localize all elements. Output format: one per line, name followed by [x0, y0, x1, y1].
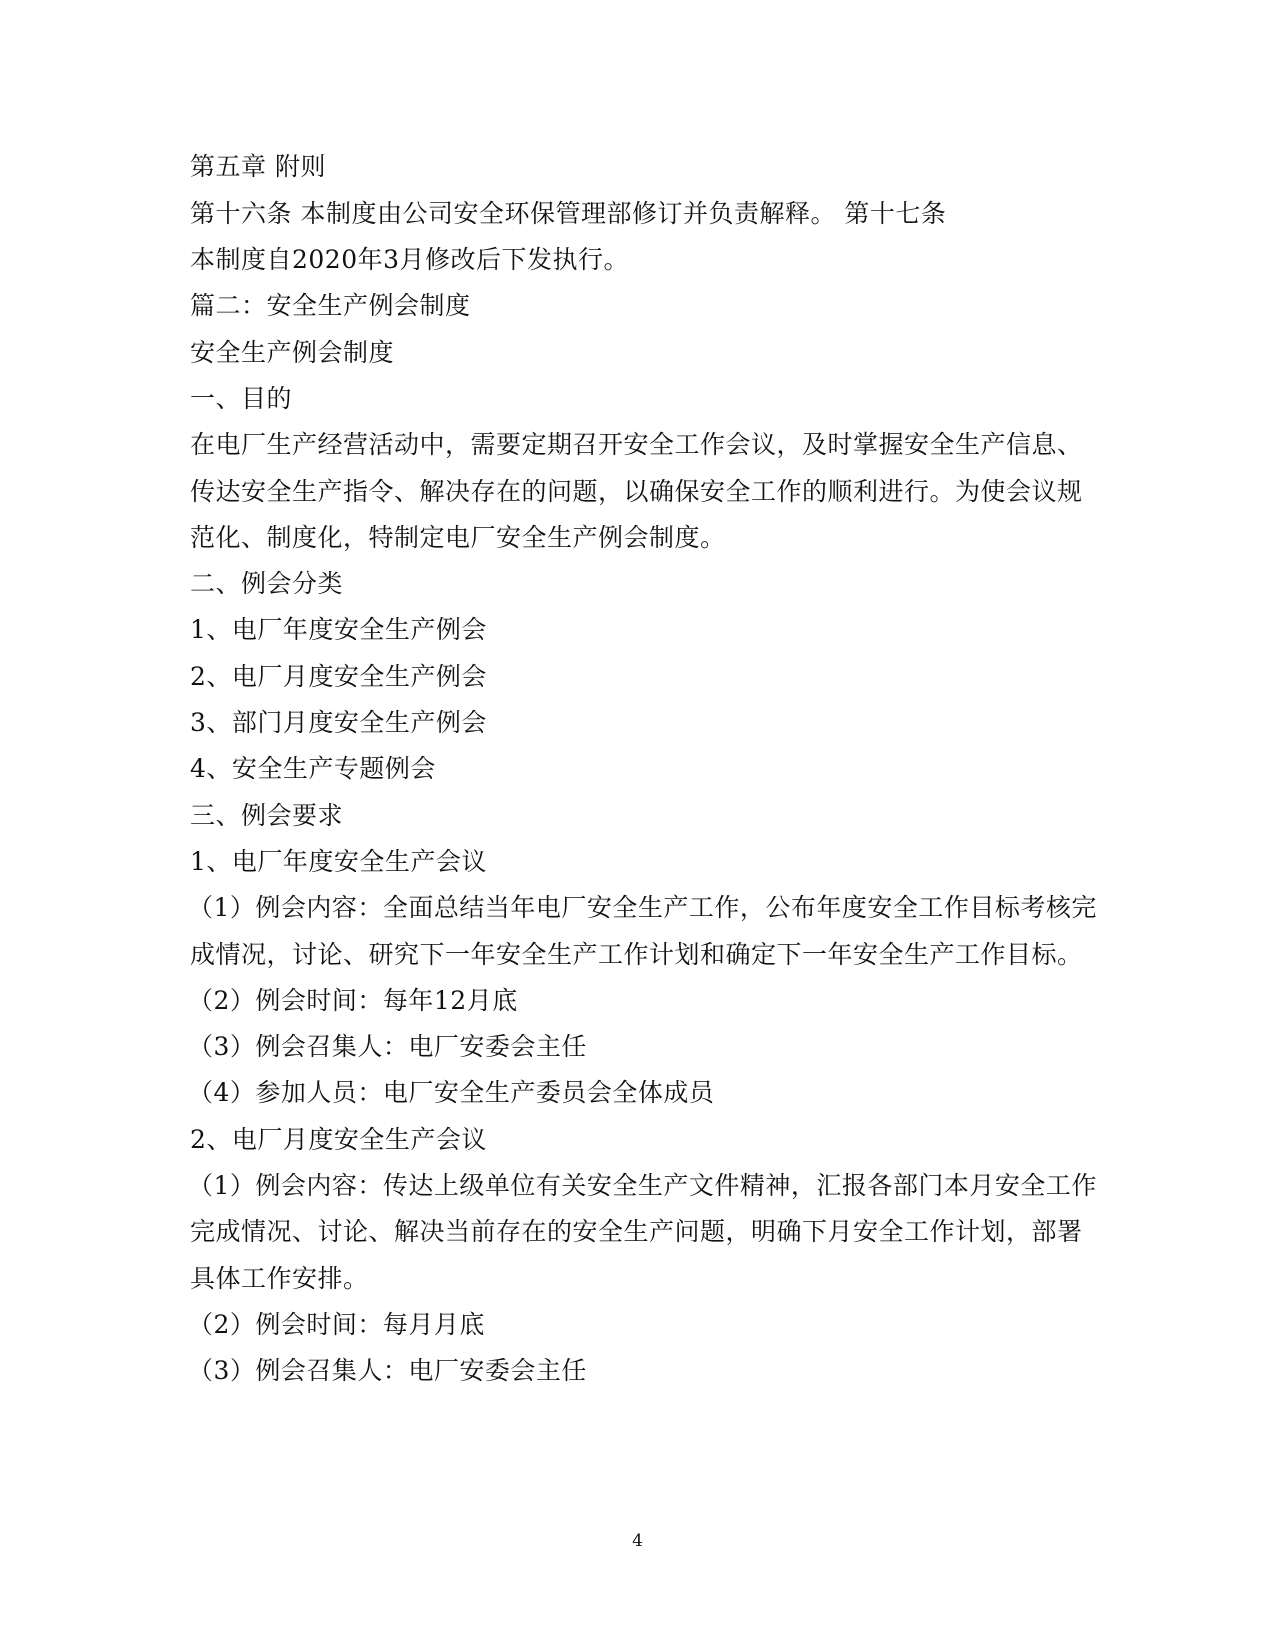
chapter-heading: 第五章 附则: [190, 152, 326, 181]
regulation-title: 安全生产例会制度: [190, 338, 395, 367]
classification-item: 3、部门月度安全生产例会: [190, 708, 487, 737]
classification-item: 2、电厂月度安全生产例会: [190, 662, 487, 691]
section-purpose-heading: 一、目的: [190, 384, 293, 413]
requirement-detail: （1）例会内容：全面总结当年电厂安全生产工作，公布年度安全工作目标考核完: [188, 893, 1097, 922]
article-16-text: 第十六条 本制度由公司安全环保管理部修订并负责解释。 第十七条: [190, 199, 947, 228]
requirement-detail: 具体工作安排。: [190, 1264, 369, 1293]
requirement-subheading: 1、电厂年度安全生产会议: [190, 847, 487, 876]
purpose-paragraph-line: 传达安全生产指令、解决存在的问题，以确保安全工作的顺利进行。为使会议规: [190, 477, 1083, 506]
requirement-detail: （1）例会内容：传达上级单位有关安全生产文件精神，汇报各部门本月安全工作: [188, 1171, 1097, 1200]
requirement-detail: 成情况，讨论、研究下一年安全生产工作计划和确定下一年安全生产工作目标。: [190, 940, 1083, 969]
requirement-detail: （4）参加人员：电厂安全生产委员会全体成员: [188, 1078, 715, 1107]
requirement-detail: （2）例会时间：每年12月底: [188, 986, 518, 1015]
section-requirements-heading: 三、例会要求: [190, 801, 344, 830]
section-classification-heading: 二、例会分类: [190, 569, 344, 598]
purpose-paragraph-line: 范化、制度化，特制定电厂安全生产例会制度。: [190, 523, 726, 552]
classification-item: 1、电厂年度安全生产例会: [190, 615, 487, 644]
purpose-paragraph-line: 在电厂生产经营活动中，需要定期召开安全工作会议，及时掌握安全生产信息、: [190, 430, 1083, 459]
requirement-detail: （2）例会时间：每月月底: [188, 1310, 485, 1339]
requirement-subheading: 2、电厂月度安全生产会议: [190, 1125, 487, 1154]
part-two-heading: 篇二：安全生产例会制度: [190, 291, 471, 320]
page-number: 4: [632, 1531, 643, 1551]
requirement-detail: 完成情况、讨论、解决当前存在的安全生产问题，明确下月安全工作计划，部署: [190, 1217, 1083, 1246]
article-17-text: 本制度自2020年3月修改后下发执行。: [190, 245, 630, 274]
classification-item: 4、安全生产专题例会: [190, 754, 436, 783]
requirement-detail: （3）例会召集人：电厂安委会主任: [188, 1356, 587, 1385]
requirement-detail: （3）例会召集人：电厂安委会主任: [188, 1032, 587, 1061]
